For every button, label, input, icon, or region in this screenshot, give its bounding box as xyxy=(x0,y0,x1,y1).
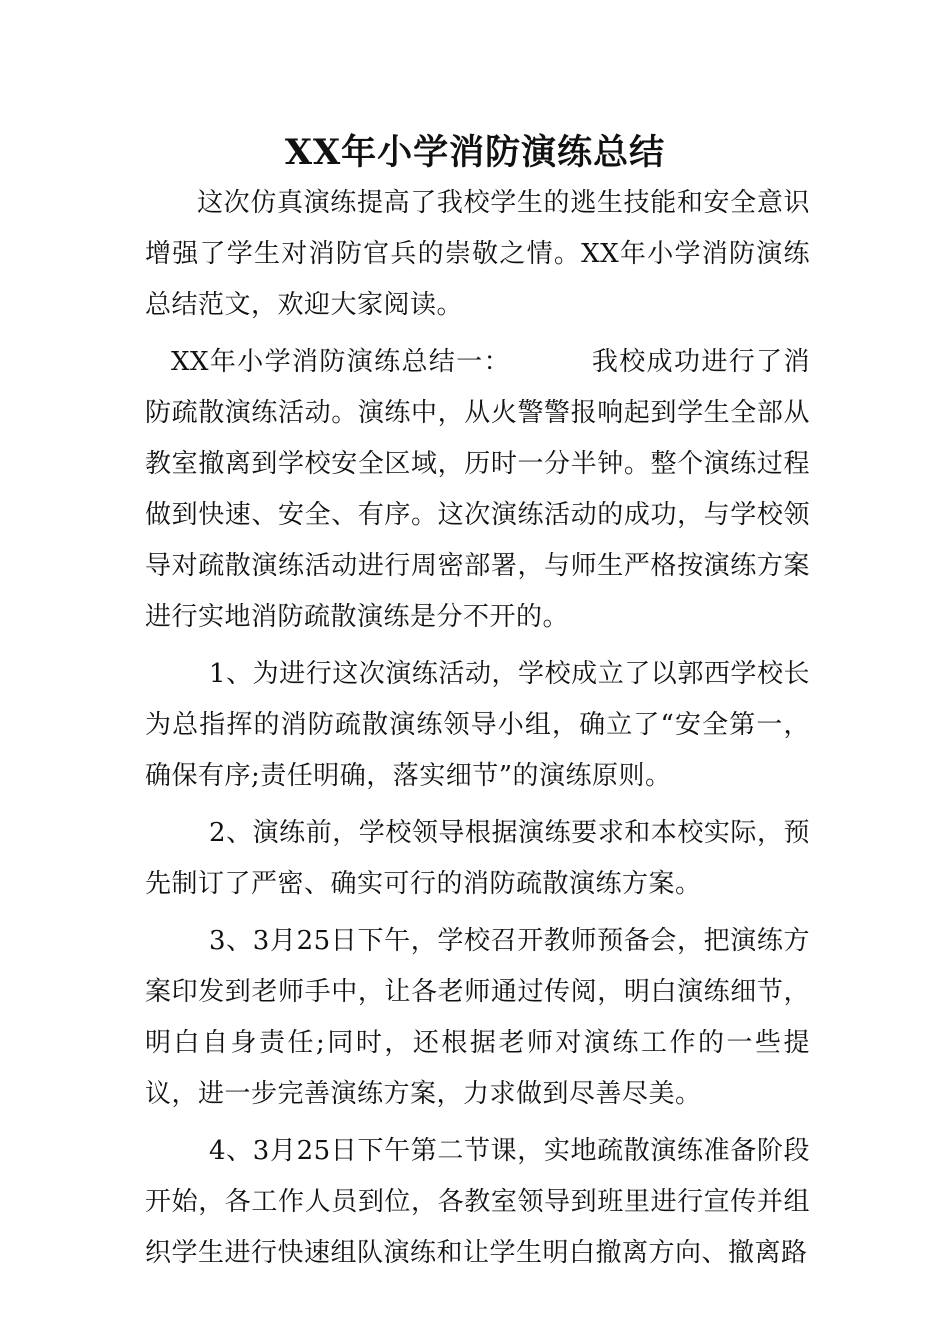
intro-paragraph: 这次仿真演练提高了我校学生的逃生技能和安全意识增强了学生对消防官兵的崇敬之情。XX年小学消防演练总结范文，欢迎大家阅读。 xyxy=(145,188,810,320)
document-body xyxy=(145,178,810,1285)
section-lead: 我校成功进行了消防疏散演练活动。演练中，从火警警报响起到学生全部从教室撤离到学校安全区域，历时一分半钟。整个演练过程做到快速、安全、有序。这次演练活动的成功，与学校领导对疏散演练活动进行周密部署，与师生严格按演练方案进行实地消防疏散演练是分不开的。 xyxy=(145,347,810,632)
list-item: 4、3月25日下午第二节课，实地疏散演练准备阶段开始，各工作人员到位，各教室领导到班里进行宣传并组织学生进行快速组队演练和让学生明白撤离方向、撤离路 xyxy=(145,1136,810,1268)
list-item: 2、演练前，学校领导根据演练要求和本校实际，预先制订了严密、确实可行的消防疏散演练方案。 xyxy=(145,818,810,899)
document-title: XX年小学消防演练总结 xyxy=(284,132,666,173)
section-heading: XX年小学消防演练总结一： xyxy=(171,347,511,377)
section-one-paragraph xyxy=(145,337,810,643)
list-item: 1、为进行这次演练活动，学校成立了以郭西学校长为总指挥的消防疏散演练领导小组，确立了“安全第一，确保有序;责任明确，落实细节”的演练原则。 xyxy=(145,659,810,791)
list-item: 3、3月25日下午，学校召开教师预备会，把演练方案印发到老师手中，让各老师通过传阅，明白演练细节，明白自身责任;同时，还根据老师对演练工作的一些提议，进一步完善演练方案，力求做到尽善尽美。 xyxy=(145,926,810,1109)
